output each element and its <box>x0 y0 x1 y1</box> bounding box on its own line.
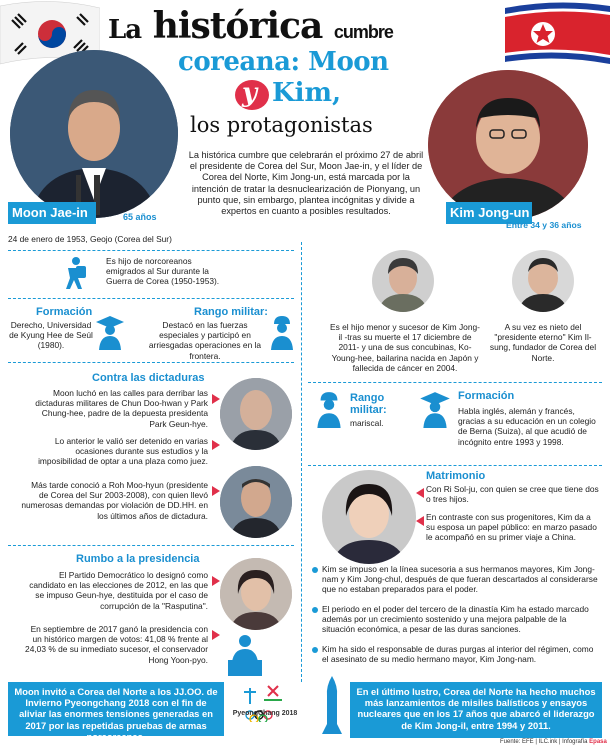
moon-rango-text: Destacó en las fuerzas especiales y participó en arriesgadas operaciones en la frontera. <box>148 320 262 361</box>
chun-doo-hwan-photo <box>220 378 292 450</box>
divider <box>308 465 602 466</box>
center-divider <box>301 242 302 682</box>
title-line-4: los protagonistas <box>190 113 373 137</box>
title-line-2: coreana: Moon <box>178 47 389 77</box>
north-korea-flag <box>505 0 610 70</box>
arrow-left-icon <box>416 488 424 498</box>
graduate-icon <box>420 390 450 428</box>
moon-name: Moon Jae-in <box>12 205 88 220</box>
divider <box>8 250 294 251</box>
moon-formacion-title: Formación <box>36 306 93 318</box>
title-word-kim: Kim, <box>272 78 342 108</box>
kim-name: Kim Jong-un <box>450 205 530 220</box>
bullet-icon <box>312 607 318 613</box>
arrow-right-icon <box>212 486 220 496</box>
kim-rango-title: Rango militar: <box>350 392 387 416</box>
divider <box>8 298 294 299</box>
moon-origin: Es hijo de norcoreanos emigrados al Sur durante la Guerra de Corea (1950-1953). <box>106 256 220 287</box>
kim-matrimonio-title: Matrimonio <box>426 470 486 482</box>
source-brand: Epasa <box>589 739 607 745</box>
arrow-right-icon <box>212 440 220 450</box>
soldier-icon <box>268 314 296 350</box>
kim-jong-il-photo <box>372 250 434 312</box>
kim-rango-text: mariscal. <box>350 418 384 428</box>
bullet-icon <box>312 567 318 573</box>
moon-portrait <box>10 50 178 218</box>
bullet-icon <box>312 647 318 653</box>
kim-age: Entre 34 y 36 años <box>506 220 582 230</box>
moon-rango-title: Rango militar: <box>194 306 268 318</box>
kim-il-sung-photo <box>512 250 574 312</box>
moon-birth: 24 de enero de 1953, Geojo (Corea del Sur) <box>8 234 172 244</box>
source-text: Fuente: EFE | ILC.ink | Infografía <box>500 739 588 745</box>
kim-son-text: Es el hijo menor y sucesor de Kim Jong-il -tras su muerte el 17 diciembre de 2011- y una de sus concubinas, Ko-Young-hee, bailarina nacida en Japón y fallecida de cáncer en 2004. <box>330 322 480 373</box>
moon-dictaduras-title: Contra las dictaduras <box>92 372 205 384</box>
roh-moo-hyun-photo <box>220 466 292 538</box>
source-credit <box>500 739 607 745</box>
title-word-historica: histórica <box>152 5 323 47</box>
kim-missile-box: En el último lustro, Corea del Norte ha hecho muchos más lanzamientos de misiles balísticos y ensayos nucleares que en los 17 años que abarcó el liderazgo de Kim Jong-il, entre 1994 y 2011. <box>350 682 602 738</box>
intro-text: La histórica cumbre que celebrarán el próximo 27 de abril el presidente de Corea del Sur, Moon Jae-in, y el líder de Corea del Norte, Kim Jong-un, está marcada por la intención de tratar la desnuclearización de Pionyang, un punto que, sin embargo, plantea incógnitas y divide a expertos en cuanto a posibles resultados. <box>188 150 424 217</box>
kim-bullet-2: El periodo en el poder del tercero de la dinastía Kim ha estado marcado además por un crecimiento sostenido y una mejora palpable de la situación económica, a pesar de las duras sanciones. <box>322 604 589 635</box>
kim-formacion-text: Habla inglés, alemán y francés, gracias a su educación en un colegio de Berna (Suiza), al que acudió de incógnito entre 1993 y 1998. <box>458 406 596 447</box>
arrow-left-icon <box>416 516 424 526</box>
divider <box>8 545 294 546</box>
arrow-right-icon <box>212 576 220 586</box>
kim-matrimonio-p2: En contraste con sus progenitores, Kim da a su esposa un papel público: en marzo pasado le acompañó en su primer viaje a China. <box>426 512 597 543</box>
moon-dictaduras-p2: Lo anterior le valió ser detenido en varias ocasiones durante sus estudios y la imposibilidad de optar a una plaza como juez. <box>38 436 208 467</box>
moon-dictaduras-p1: Moon luchó en las calles para derribar las dictaduras militares de Chun Doo-hwan y Park Chung-hee, padre de la depuesta presidenta Park Geun-hye. <box>35 388 208 429</box>
moon-rumbo-p1: El Partido Democrático lo designó como candidato en las elecciones de 2012, en las que se impuso Geun-hye, destituida por el caso de corrupción de la "Rasputina". <box>29 570 208 611</box>
refugee-icon <box>62 256 88 290</box>
pyeongchang-label: PyeongChang 2018 <box>232 710 298 717</box>
kim-bullet-1: Kim se impuso en la línea sucesoria a sus hermanos mayores, Kim Jong-nam y Kim Jong-chul, después de que fueran descartados al considerarse que no estaban preparados para el poder. <box>322 564 598 595</box>
kim-grandson-text: A su vez es nieto del "presidente eterno" Kim Il-sung, fundador de Corea del Norte. <box>489 322 597 363</box>
arrow-right-icon <box>212 394 220 404</box>
moon-olympics-box: Moon invitó a Corea del Norte a los JJ.OO. de Invierno Pyeongchang 2018 con el fin de aliviar las enormes tensiones generadas en 2017 por las repetidas pruebas de armas norcoreanas. <box>8 682 224 736</box>
graduate-icon <box>96 314 124 350</box>
divider <box>308 382 602 383</box>
divider <box>8 362 294 363</box>
moon-formacion-text: Derecho, Universidad de Kyung Hee de Seúl (1980). <box>9 320 93 351</box>
ri-sol-ju-photo <box>322 470 416 564</box>
president-podium-icon <box>226 634 264 676</box>
moon-rumbo-p2: En septiembre de 2017 ganó la presidencia con un histórico margen de votos: 41,08 % frente al 24,03 % de su inmediato sucesor, el conservador Hong Yoon-pyo. <box>25 624 208 665</box>
moon-age: 65 años <box>123 212 157 222</box>
title-word-cumbre: cumbre <box>333 22 393 42</box>
kim-bullet-3: Kim ha sido el responsable de duras purgas al interior del régimen, como el asesinato de su medio hermano mayor, Kim Jong-nam. <box>322 644 594 665</box>
kim-matrimonio-p1: Con Ri Sol-ju, con quien se cree que tiene dos o tres hijos. <box>426 484 599 505</box>
title-word-la: La <box>108 15 142 45</box>
soldier-icon <box>314 390 344 428</box>
title-line-1 <box>108 6 393 52</box>
moon-dictaduras-p3: Más tarde conoció a Roh Moo-hyun (presidente de Corea del Sur 2003-2008), con quien llevó numerosas demandas por violación de DD.HH. en los últimos años de dictadura. <box>21 480 208 521</box>
park-geun-hye-photo <box>220 558 292 630</box>
title-word-y: y <box>242 78 258 108</box>
arrow-right-icon <box>212 630 220 640</box>
moon-rumbo-title: Rumbo a la presidencia <box>76 553 200 565</box>
kim-formacion-title: Formación <box>458 390 515 402</box>
missile-icon <box>320 676 344 736</box>
kim-portrait <box>428 70 588 220</box>
